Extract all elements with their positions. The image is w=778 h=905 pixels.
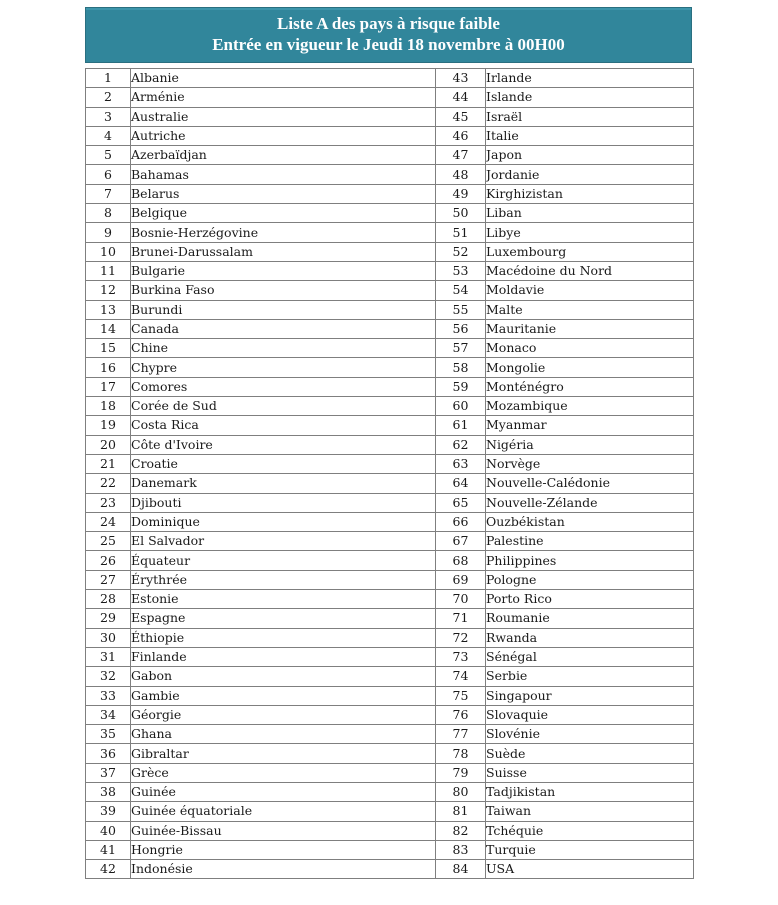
table-row [86, 821, 694, 840]
country-name: Bulgarie [131, 261, 436, 280]
country-number: 11 [86, 261, 131, 280]
country-number: 9 [86, 223, 131, 242]
country-table-body [86, 69, 694, 879]
country-name: Chine [131, 339, 436, 358]
country-number: 36 [86, 744, 131, 763]
country-number: 10 [86, 242, 131, 261]
table-row [86, 126, 694, 145]
country-number: 70 [436, 590, 486, 609]
country-number: 68 [436, 551, 486, 570]
table-row [86, 705, 694, 724]
country-number: 16 [86, 358, 131, 377]
country-name: Luxembourg [486, 242, 694, 261]
table-row [86, 551, 694, 570]
country-number: 20 [86, 435, 131, 454]
country-name: Islande [486, 88, 694, 107]
country-name: Suisse [486, 763, 694, 782]
country-name: Australie [131, 107, 436, 126]
table-row [86, 667, 694, 686]
country-number: 18 [86, 397, 131, 416]
country-number: 82 [436, 821, 486, 840]
country-name: Porto Rico [486, 590, 694, 609]
country-name: Tadjikistan [486, 782, 694, 801]
country-name: Mauritanie [486, 319, 694, 338]
table-row [86, 860, 694, 879]
country-name: Comores [131, 377, 436, 396]
country-number: 12 [86, 281, 131, 300]
country-name: Côte d'Ivoire [131, 435, 436, 454]
country-name: Myanmar [486, 416, 694, 435]
country-number: 26 [86, 551, 131, 570]
country-number: 49 [436, 184, 486, 203]
country-number: 39 [86, 802, 131, 821]
country-number: 41 [86, 840, 131, 859]
country-name: Rwanda [486, 628, 694, 647]
country-number: 38 [86, 782, 131, 801]
country-name: Chypre [131, 358, 436, 377]
table-row [86, 512, 694, 531]
country-number: 62 [436, 435, 486, 454]
country-number: 73 [436, 647, 486, 666]
country-number: 59 [436, 377, 486, 396]
country-name: Gibraltar [131, 744, 436, 763]
country-number: 58 [436, 358, 486, 377]
country-name: USA [486, 860, 694, 879]
table-row [86, 840, 694, 859]
country-name: Hongrie [131, 840, 436, 859]
country-number: 60 [436, 397, 486, 416]
country-number: 44 [436, 88, 486, 107]
country-name: Autriche [131, 126, 436, 145]
country-number: 32 [86, 667, 131, 686]
country-name: Monténégro [486, 377, 694, 396]
country-number: 33 [86, 686, 131, 705]
country-name: Azerbaïdjan [131, 146, 436, 165]
table-row [86, 69, 694, 88]
country-number: 42 [86, 860, 131, 879]
country-number: 71 [436, 609, 486, 628]
country-number: 6 [86, 165, 131, 184]
country-name: Burundi [131, 300, 436, 319]
country-name: Japon [486, 146, 694, 165]
country-name: Israël [486, 107, 694, 126]
country-name: Slovaquie [486, 705, 694, 724]
table-row [86, 763, 694, 782]
country-name: Finlande [131, 647, 436, 666]
country-number: 61 [436, 416, 486, 435]
country-number: 14 [86, 319, 131, 338]
table-row [86, 146, 694, 165]
table-row [86, 107, 694, 126]
table-row [86, 165, 694, 184]
country-number: 28 [86, 590, 131, 609]
country-name: Nouvelle-Zélande [486, 493, 694, 512]
country-name: Nigéria [486, 435, 694, 454]
table-row [86, 686, 694, 705]
table-row [86, 647, 694, 666]
country-name: Belarus [131, 184, 436, 203]
country-number: 77 [436, 725, 486, 744]
country-number: 53 [436, 261, 486, 280]
country-number: 72 [436, 628, 486, 647]
country-number: 78 [436, 744, 486, 763]
table-row [86, 628, 694, 647]
country-name: Malte [486, 300, 694, 319]
country-name: Danemark [131, 474, 436, 493]
country-number: 57 [436, 339, 486, 358]
country-name: Irlande [486, 69, 694, 88]
country-name: Dominique [131, 512, 436, 531]
table-row [86, 242, 694, 261]
country-name: Brunei-Darussalam [131, 242, 436, 261]
country-number: 13 [86, 300, 131, 319]
country-number: 64 [436, 474, 486, 493]
table-row [86, 377, 694, 396]
country-name: Liban [486, 204, 694, 223]
country-name: Slovénie [486, 725, 694, 744]
country-name: Libye [486, 223, 694, 242]
table-row [86, 474, 694, 493]
country-name: Arménie [131, 88, 436, 107]
country-number: 45 [436, 107, 486, 126]
country-name: Costa Rica [131, 416, 436, 435]
country-number: 7 [86, 184, 131, 203]
table-row [86, 261, 694, 280]
country-name: Mozambique [486, 397, 694, 416]
country-name: Indonésie [131, 860, 436, 879]
country-name: Gambie [131, 686, 436, 705]
country-number: 30 [86, 628, 131, 647]
table-row [86, 570, 694, 589]
table-row [86, 397, 694, 416]
country-name: Équateur [131, 551, 436, 570]
country-number: 52 [436, 242, 486, 261]
country-name: Jordanie [486, 165, 694, 184]
country-name: Palestine [486, 532, 694, 551]
country-name: Bosnie-Herzégovine [131, 223, 436, 242]
country-name: Corée de Sud [131, 397, 436, 416]
country-name: Albanie [131, 69, 436, 88]
table-row [86, 802, 694, 821]
country-number: 4 [86, 126, 131, 145]
country-number: 67 [436, 532, 486, 551]
country-name: Roumanie [486, 609, 694, 628]
table-row [86, 744, 694, 763]
country-number: 65 [436, 493, 486, 512]
country-name: Éthiopie [131, 628, 436, 647]
country-name: Guinée-Bissau [131, 821, 436, 840]
country-number: 55 [436, 300, 486, 319]
country-number: 40 [86, 821, 131, 840]
country-name: Djibouti [131, 493, 436, 512]
country-number: 31 [86, 647, 131, 666]
country-number: 35 [86, 725, 131, 744]
country-name: Estonie [131, 590, 436, 609]
country-number: 46 [436, 126, 486, 145]
country-name: Canada [131, 319, 436, 338]
country-number: 5 [86, 146, 131, 165]
country-number: 15 [86, 339, 131, 358]
country-name: Belgique [131, 204, 436, 223]
country-number: 3 [86, 107, 131, 126]
country-name: Gabon [131, 667, 436, 686]
country-number: 24 [86, 512, 131, 531]
country-number: 21 [86, 454, 131, 473]
country-number: 79 [436, 763, 486, 782]
country-number: 1 [86, 69, 131, 88]
country-name: Singapour [486, 686, 694, 705]
country-name: Moldavie [486, 281, 694, 300]
table-row [86, 281, 694, 300]
table-row [86, 590, 694, 609]
country-number: 56 [436, 319, 486, 338]
country-name: Norvège [486, 454, 694, 473]
country-name: Pologne [486, 570, 694, 589]
country-number: 29 [86, 609, 131, 628]
country-number: 22 [86, 474, 131, 493]
table-row [86, 184, 694, 203]
country-table [85, 68, 694, 879]
country-number: 74 [436, 667, 486, 686]
country-number: 54 [436, 281, 486, 300]
table-row [86, 493, 694, 512]
country-name: Serbie [486, 667, 694, 686]
country-number: 48 [436, 165, 486, 184]
table-row [86, 358, 694, 377]
country-number: 83 [436, 840, 486, 859]
country-number: 2 [86, 88, 131, 107]
country-number: 34 [86, 705, 131, 724]
table-row [86, 725, 694, 744]
country-name: Guinée équatoriale [131, 802, 436, 821]
country-number: 50 [436, 204, 486, 223]
table-row [86, 339, 694, 358]
country-number: 84 [436, 860, 486, 879]
country-number: 80 [436, 782, 486, 801]
country-number: 17 [86, 377, 131, 396]
table-row [86, 223, 694, 242]
country-name: Macédoine du Nord [486, 261, 694, 280]
table-row [86, 88, 694, 107]
table-row [86, 435, 694, 454]
country-name: Mongolie [486, 358, 694, 377]
country-number: 76 [436, 705, 486, 724]
country-name: El Salvador [131, 532, 436, 551]
table-row [86, 204, 694, 223]
country-name: Tchéquie [486, 821, 694, 840]
table-row [86, 300, 694, 319]
country-name: Bahamas [131, 165, 436, 184]
country-number: 8 [86, 204, 131, 223]
country-number: 69 [436, 570, 486, 589]
country-name: Suède [486, 744, 694, 763]
country-name: Sénégal [486, 647, 694, 666]
country-name: Burkina Faso [131, 281, 436, 300]
table-row [86, 609, 694, 628]
country-name: Ghana [131, 725, 436, 744]
list-header [85, 7, 692, 63]
country-name: Turquie [486, 840, 694, 859]
country-name: Érythrée [131, 570, 436, 589]
list-effective-date: Entrée en vigueur le Jeudi 18 novembre à 00H00 [212, 35, 565, 54]
country-number: 63 [436, 454, 486, 473]
country-name: Italie [486, 126, 694, 145]
country-number: 37 [86, 763, 131, 782]
table-row [86, 416, 694, 435]
country-number: 23 [86, 493, 131, 512]
country-name: Ouzbékistan [486, 512, 694, 531]
country-name: Espagne [131, 609, 436, 628]
country-name: Monaco [486, 339, 694, 358]
country-number: 43 [436, 69, 486, 88]
country-name: Guinée [131, 782, 436, 801]
table-row [86, 532, 694, 551]
country-name: Philippines [486, 551, 694, 570]
country-name: Nouvelle-Calédonie [486, 474, 694, 493]
country-number: 81 [436, 802, 486, 821]
country-name: Taiwan [486, 802, 694, 821]
table-row [86, 782, 694, 801]
country-number: 47 [436, 146, 486, 165]
country-number: 27 [86, 570, 131, 589]
list-title: Liste A des pays à risque faible [277, 14, 500, 33]
table-row [86, 454, 694, 473]
country-name: Croatie [131, 454, 436, 473]
table-row [86, 319, 694, 338]
country-number: 75 [436, 686, 486, 705]
country-name: Kirghizistan [486, 184, 694, 203]
country-name: Géorgie [131, 705, 436, 724]
country-number: 51 [436, 223, 486, 242]
country-name: Grèce [131, 763, 436, 782]
country-number: 66 [436, 512, 486, 531]
country-number: 19 [86, 416, 131, 435]
country-number: 25 [86, 532, 131, 551]
